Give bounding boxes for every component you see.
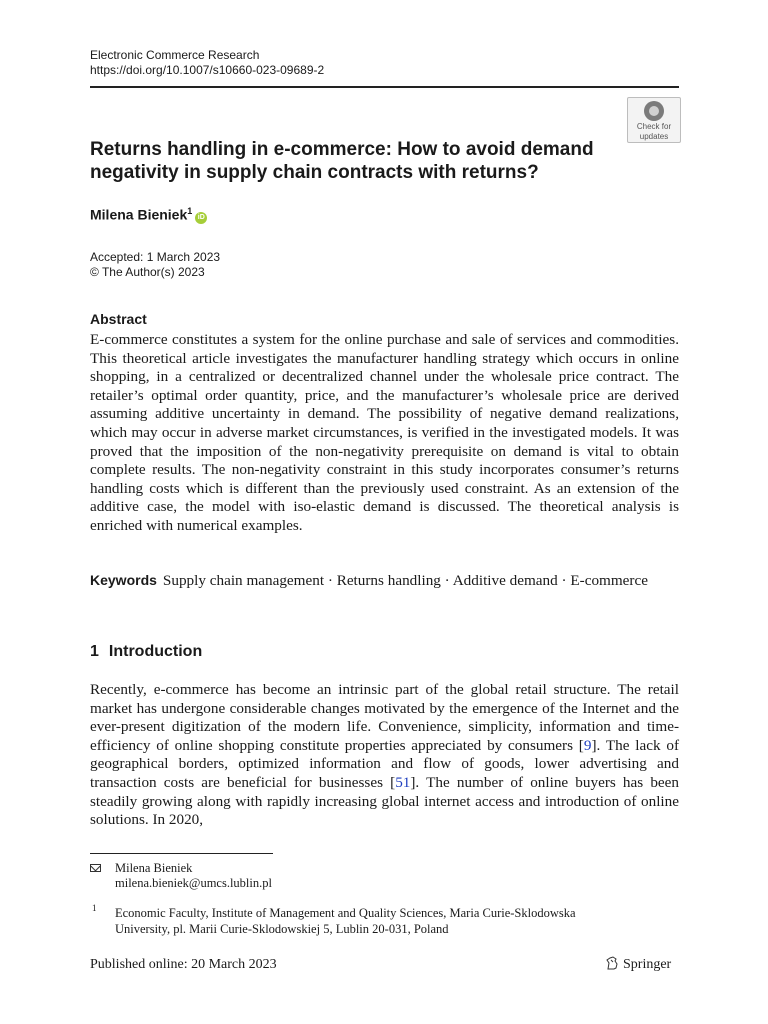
section-heading (90, 643, 202, 661)
article-title: Returns handling in e-commerce: How to avoid demand negativity in supply chain contracts with returns? (90, 139, 594, 183)
intro-text-2: ]. The lack of geographical borders, optimized information and flow of goods, lower advertising and transaction costs are beneficial for businesses [ (90, 736, 679, 791)
orcid-icon[interactable]: iD (195, 212, 207, 224)
accepted-date: Accepted: 1 March 2023 (90, 250, 221, 264)
keywords-text: Supply chain management · Returns handling · Additive demand · E-commerce (162, 572, 648, 589)
copyright: © The Author(s) 2023 (90, 265, 205, 279)
intro-text-3: ]. The number of online buyers has been steadily growing along with rapidly increasing global internet access and introduction of online solutions. In 2020, (90, 773, 679, 829)
author-name[interactable]: Milena Bieniek (90, 206, 188, 223)
abstract-heading: Abstract (90, 311, 147, 327)
footnote-rule (90, 853, 273, 854)
intro-text-1: Recently, e-commerce has become an intrinsic part of the global retail structure. The retail market has undergone considerable changes motivated by the emergence of the Internet and the ever-present digitization of the modern life. Convenience, simplicity, information and time-efficiency of online shopping constitute properties appreciated by consumers [ (90, 681, 679, 754)
update-check-icon (644, 101, 664, 121)
affiliation-number: 1 (92, 903, 97, 913)
springer-horse-icon (605, 956, 619, 970)
badge-line-2: updates (639, 132, 669, 141)
author-affiliation-mark: 1 (187, 206, 193, 216)
article-dates (90, 250, 220, 280)
affiliation-line-1: Economic Faculty, Institute of Management and Quality Sciences, Maria Curie-Sklodowska (115, 906, 576, 920)
abstract-text: E-commerce constitutes a system for the online purchase and sale of services and commodities. This theoretical article investigates the manufacturer handling strategy which occurs in online shopping, in a centralized or decentralized channel under the wholesale price contract. The retailer’s optimal order quantity, price, and the manufacturer’s wholesale price are derived assuming additive uncertainty in demand. The possibility of negative demand realizations, which may occur in adverse market circumstances, is verified in the investigated models. It was proved that the imposition of the non-negativity prerequisite on demand is vital to obtain complete results. The non-negativity constraint in this study incorporates consumer’s returns handling costs which is different than the previously used constraint. As an extension of the additive case, the model with iso-elastic demand is discussed. The theoretical analysis is enriched with numerical examples. (90, 331, 679, 534)
citation-link[interactable]: 9 (583, 736, 592, 754)
affiliation-line-2: University, pl. Marii Curie-Sklodowskiej 5, Lublin 20-031, Poland (115, 922, 449, 936)
header-rule (90, 86, 679, 88)
corresponding-author (115, 861, 272, 891)
introduction-paragraph (90, 681, 679, 830)
keywords (90, 571, 679, 590)
doi-link[interactable]: https://doi.org/10.1007/s10660-023-09689-2 (90, 63, 325, 77)
keywords-label: Keywords (90, 572, 157, 588)
published-date: Published online: 20 March 2023 (90, 957, 277, 972)
journal-header (90, 48, 324, 78)
badge-line-1: Check for (636, 122, 672, 131)
envelope-icon (90, 864, 101, 872)
section-number: 1 (90, 643, 99, 660)
section-title: Introduction (108, 643, 203, 660)
author-line (90, 206, 207, 224)
journal-name: Electronic Commerce Research (90, 48, 260, 62)
publisher-name: Springer (623, 957, 672, 972)
affiliation (115, 905, 675, 937)
email-link[interactable]: milena.bieniek@umcs.lublin.pl (115, 876, 272, 890)
corresponding-author-name: Milena Bieniek (115, 861, 193, 875)
citation-link[interactable]: 51 (395, 773, 411, 791)
check-for-updates-badge[interactable] (627, 97, 681, 143)
publisher-logo (605, 956, 671, 973)
